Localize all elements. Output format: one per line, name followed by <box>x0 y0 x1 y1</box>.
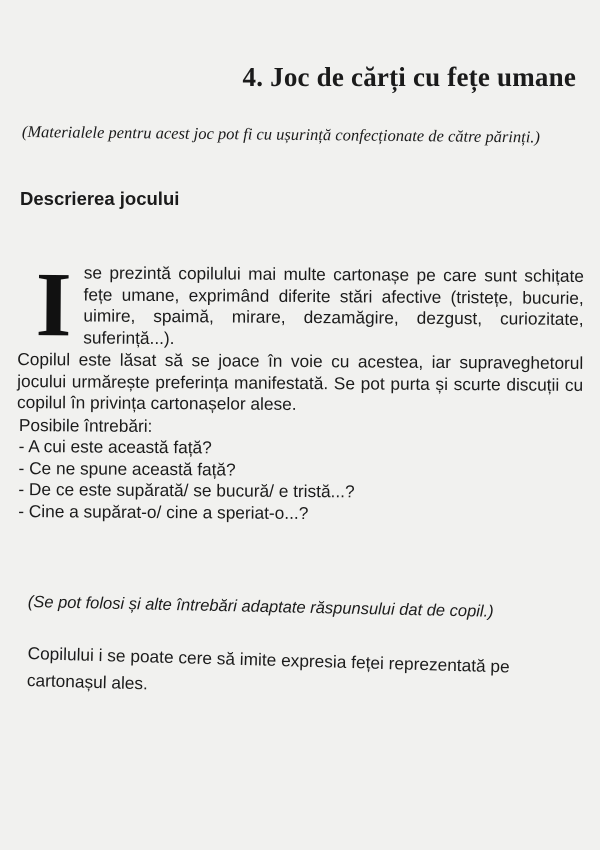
supervision-paragraph: Copilul este lăsat să se joace în voie cu acestea, iar supraveghetorul jocului urmărește preferința manifestată. Se pot purta și scurte discuții cu copilul în privința cartonașelor alese. <box>16 348 584 414</box>
list-item: - De ce este supărată/ se bucură/ e tristă...? <box>16 479 582 504</box>
drop-cap: I <box>35 253 72 356</box>
questions-intro: Posibile întrebări: <box>18 414 153 436</box>
game-description <box>16 253 584 526</box>
materials-note: (Materialele pentru acest joc pot fi cu ușurință confecționate de către părinți.) <box>21 121 541 147</box>
intro-paragraph <box>17 253 584 356</box>
list-item: - Cine a supărat-o/ cine a speriat-o...? <box>16 500 582 525</box>
section-heading: Descrierea jocului <box>20 188 180 209</box>
list-item: - Ce ne spune această față? <box>16 457 582 482</box>
questions-note: (Se pot folosi și alte întrebări adaptate răspunsului dat de copil.) <box>27 593 494 621</box>
final-paragraph: Copilului i se poate cere să imite expresia feței reprezentată pe cartonașul ales. <box>26 642 510 694</box>
questions-list <box>16 436 583 526</box>
intro-paragraph-text: se prezintă copilului mai multe cartonașe pe care sunt schițate fețe umane, exprimând diferite stări afective (tristețe, bucurie, uimire, spaimă, mirare, dezamăgire, dezgust, curiozitate, suferință...). <box>83 262 584 348</box>
page-title: 4. Joc de cărți cu fețe umane <box>242 62 576 92</box>
list-item: - A cui este această față? <box>17 436 583 461</box>
